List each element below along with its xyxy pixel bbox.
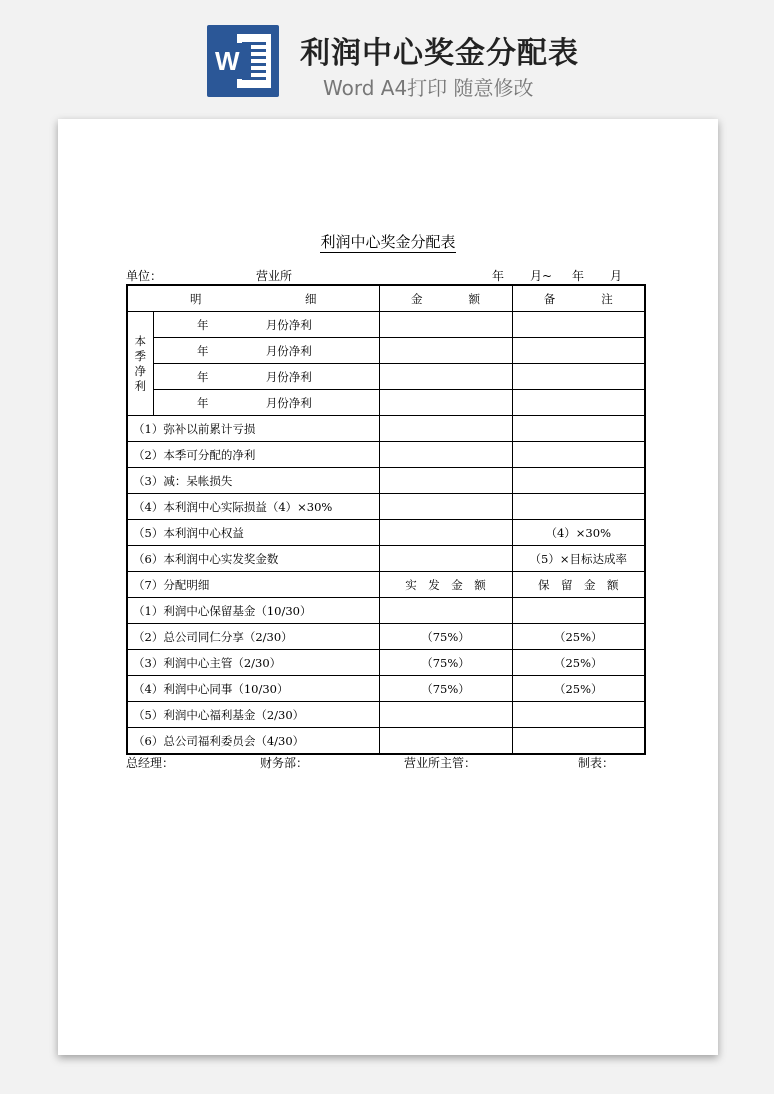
bonus-table (126, 284, 646, 755)
season-amount[interactable] (379, 338, 512, 364)
row-remark[interactable]: （25%） (512, 676, 645, 702)
table-row (127, 572, 645, 598)
table-row (127, 494, 645, 520)
date-month-end: 月 (610, 269, 623, 283)
season-amount[interactable] (379, 390, 512, 416)
row-detail: （6）总公司福利委员会（4/30） (127, 728, 379, 755)
unit-label: 单位： (126, 269, 163, 283)
table-row (127, 624, 645, 650)
table-row (127, 650, 645, 676)
season-row (127, 312, 645, 338)
season-remark[interactable] (512, 390, 645, 416)
row-amount[interactable] (379, 520, 512, 546)
row-detail: （3）利润中心主管（2/30） (127, 650, 379, 676)
row-detail: （6）本利润中心实发奖金数 (127, 546, 379, 572)
row-remark[interactable]: （25%） (512, 624, 645, 650)
table-row (127, 728, 645, 755)
row-remark[interactable] (512, 598, 645, 624)
watermark (90, 449, 114, 478)
date-year-start: 年 (492, 269, 505, 283)
row-remark[interactable] (512, 416, 645, 442)
table-row (127, 520, 645, 546)
season-remark[interactable] (512, 312, 645, 338)
table-row (127, 416, 645, 442)
season-remark[interactable] (512, 338, 645, 364)
row-detail: （5）利润中心福利基金（2/30） (127, 702, 379, 728)
season-amount[interactable] (379, 364, 512, 390)
row-amount[interactable] (379, 494, 512, 520)
signature-gm: 总经理： (126, 756, 175, 770)
signature-row (126, 754, 646, 770)
row-detail: （4）本利润中心实际损益（4）×30% (127, 494, 379, 520)
row-amount[interactable] (379, 546, 512, 572)
header-detail: 明 细 (127, 285, 379, 312)
row-detail: （7）分配明细 (127, 572, 379, 598)
table-row (127, 598, 645, 624)
row-remark[interactable] (512, 728, 645, 755)
row-amount[interactable] (379, 728, 512, 755)
document-page (58, 119, 718, 1055)
season-detail: 年 月份净利 (153, 312, 379, 338)
row-amount[interactable]: （75%） (379, 650, 512, 676)
row-remark[interactable]: （4）×30% (512, 520, 645, 546)
document-title (58, 231, 718, 252)
row-amount[interactable]: （75%） (379, 676, 512, 702)
season-remark[interactable] (512, 364, 645, 390)
row-remark[interactable]: （5）×目标达成率 (512, 546, 645, 572)
row-remark[interactable] (512, 494, 645, 520)
table-row (127, 468, 645, 494)
season-detail: 年 月份净利 (153, 390, 379, 416)
row-amount[interactable]: （75%） (379, 624, 512, 650)
signature-finance: 财务部： (260, 756, 309, 770)
table-row (127, 676, 645, 702)
row-detail: （1）弥补以前累计亏损 (127, 416, 379, 442)
row-amount: 实 发 金 额 (379, 572, 512, 598)
table-row (127, 442, 645, 468)
office-label: 营业所 (256, 269, 293, 283)
row-amount[interactable] (379, 702, 512, 728)
signature-office-manager: 营业所主管： (404, 756, 477, 770)
row-amount[interactable] (379, 598, 512, 624)
date-year-end: 年 (572, 269, 585, 283)
banner-title: 利润中心奖金分配表 (300, 36, 579, 71)
word-icon (207, 25, 279, 97)
row-amount[interactable] (379, 468, 512, 494)
season-detail: 年 月份净利 (153, 364, 379, 390)
row-detail: （3）减：呆帐损失 (127, 468, 379, 494)
header-amount: 金 额 (379, 285, 512, 312)
header-remark: 备 注 (512, 285, 645, 312)
row-amount[interactable] (379, 416, 512, 442)
row-detail: （4）利润中心同事（10/30） (127, 676, 379, 702)
meta-row (126, 267, 646, 283)
table-header-row (127, 285, 645, 312)
document-title-text: 利润中心奖金分配表 (320, 233, 456, 251)
row-remark: 保 留 金 额 (512, 572, 645, 598)
row-amount[interactable] (379, 442, 512, 468)
row-detail: （2）本季可分配的净利 (127, 442, 379, 468)
season-row (127, 390, 645, 416)
row-remark[interactable] (512, 442, 645, 468)
row-detail: （2）总公司同仁分享（2/30） (127, 624, 379, 650)
season-detail: 年 月份净利 (153, 338, 379, 364)
season-row (127, 364, 645, 390)
banner (0, 0, 774, 110)
row-remark[interactable] (512, 702, 645, 728)
table-row (127, 546, 645, 572)
row-remark[interactable]: （25%） (512, 650, 645, 676)
date-month-start: 月~ (530, 269, 553, 283)
row-remark[interactable] (512, 468, 645, 494)
season-label: 本 季 净 利 (127, 312, 153, 416)
signature-maker: 制表： (578, 756, 615, 770)
row-detail: （5）本利润中心权益 (127, 520, 379, 546)
season-amount[interactable] (379, 312, 512, 338)
banner-subtitle: Word A4打印 随意修改 (323, 76, 534, 100)
season-row (127, 338, 645, 364)
row-detail: （1）利润中心保留基金（10/30） (127, 598, 379, 624)
table-row (127, 702, 645, 728)
word-icon-letter: W (215, 43, 251, 79)
